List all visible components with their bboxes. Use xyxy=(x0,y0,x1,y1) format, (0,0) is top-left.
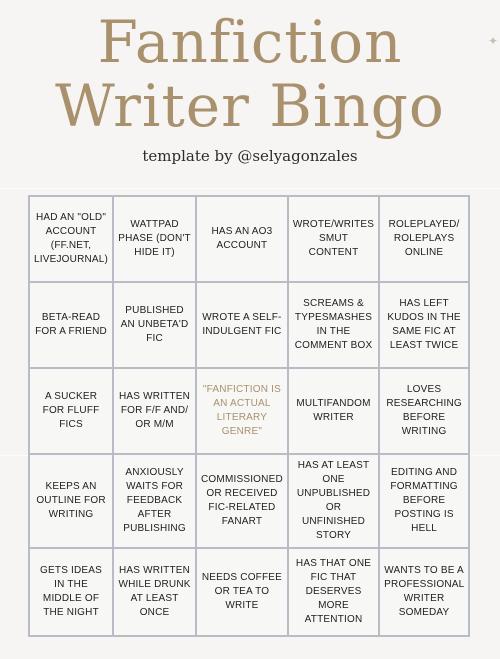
bingo-cell: HAD AN "OLD" ACCOUNT (FF.NET, LIVEJOURNAL) xyxy=(30,197,114,283)
bingo-cell: MULTIFANDOM WRITER xyxy=(289,369,380,455)
bingo-cell: HAS WRITTEN WHILE DRUNK AT LEAST ONCE xyxy=(114,549,197,635)
bingo-free-cell: "FANFICTION IS AN ACTUAL LITERARY GENRE" xyxy=(197,369,289,455)
bingo-grid xyxy=(28,195,470,637)
bingo-cell: WATTPAD PHASE (DON'T HIDE IT) xyxy=(114,197,197,283)
bingo-cell: HAS LEFT KUDOS IN THE SAME FIC AT LEAST TWICE xyxy=(380,283,468,369)
bingo-cell: KEEPS AN OUTLINE FOR WRITING xyxy=(30,455,114,549)
bingo-cell: GETS IDEAS IN THE MIDDLE OF THE NIGHT xyxy=(30,549,114,635)
bingo-cell: LOVES RESEARCHING BEFORE WRITING xyxy=(380,369,468,455)
bingo-cell: HAS AT LEAST ONE UNPUBLISHED OR UNFINISHED STORY xyxy=(289,455,380,549)
bingo-cell: WANTS TO BE A PROFESSIONAL WRITER SOMEDAY xyxy=(384,565,465,618)
bingo-cell: EDITING AND FORMATTING BEFORE POSTING IS HELL xyxy=(380,455,468,549)
bingo-cell: WROTE/WRITES SMUT CONTENT xyxy=(289,197,380,283)
title-line-1: Fanfiction xyxy=(97,8,403,76)
bingo-cell: HAS WRITTEN FOR F/F AND/ OR M/M xyxy=(114,369,197,455)
bingo-cell: WROTE A SELF-INDULGENT FIC xyxy=(197,283,289,369)
title-line-2: Writer Bingo xyxy=(55,72,445,140)
bingo-cell: HAS AN AO3 ACCOUNT xyxy=(197,197,289,283)
bingo-cell: PUBLISHED AN UNBETA'D FIC xyxy=(114,283,197,369)
bingo-cell: ROLEPLAYED/ ROLEPLAYS ONLINE xyxy=(380,197,468,283)
paper-crease xyxy=(0,188,500,189)
subtitle: template by @selyagonzales xyxy=(142,147,358,165)
bingo-cell: SCREAMS & TYPESMASHES IN THE COMMENT BOX xyxy=(289,283,380,369)
bingo-cell: BETA-READ FOR A FRIEND xyxy=(30,283,114,369)
bingo-cell: HAS THAT ONE FIC THAT DESERVES MORE ATTENTION xyxy=(289,549,380,635)
sparkle-icon: ✦ xyxy=(488,34,499,48)
bingo-cell: ANXIOUSLY WAITS FOR FEEDBACK AFTER PUBLISHING xyxy=(114,455,197,549)
bingo-cell: A SUCKER FOR FLUFF FICS xyxy=(30,369,114,455)
bingo-cell: NEEDS COFFEE OR TEA TO WRITE xyxy=(197,549,289,635)
bingo-cell: COMMISSIONED OR RECEIVED FIC-RELATED FANART xyxy=(197,455,289,549)
